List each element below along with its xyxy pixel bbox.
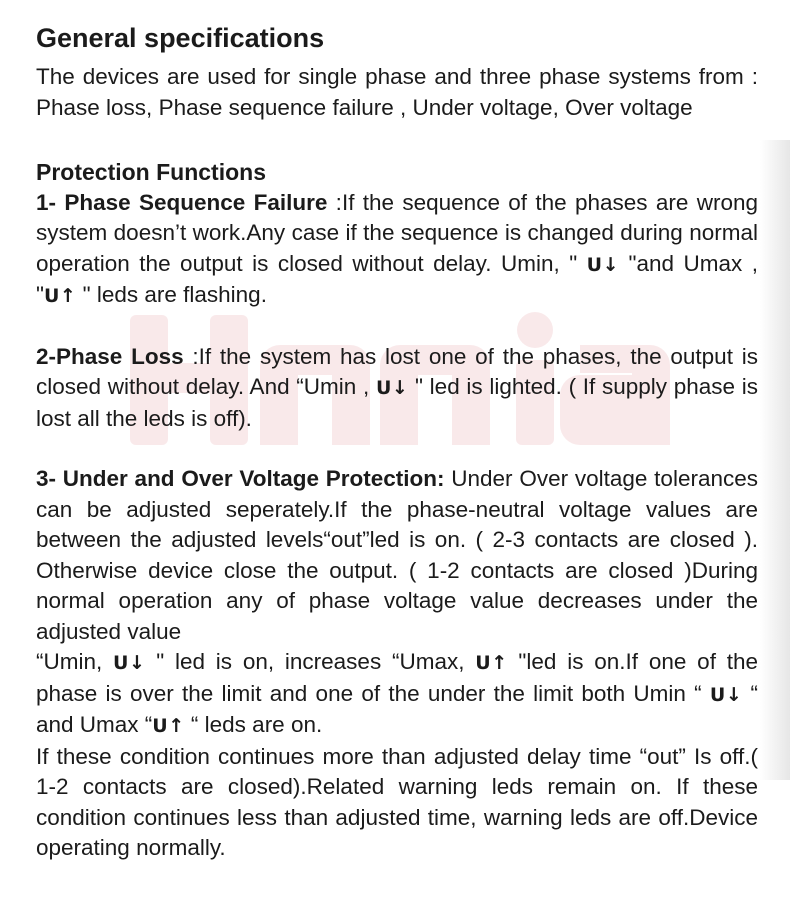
u-down-symbol: U↓: [709, 683, 743, 706]
general-specifications-heading: General specifications: [36, 23, 325, 53]
item1-text-3: " leds are flashing.: [76, 282, 267, 307]
item2-text-2: " led is lighted. ( If supply phase is lost all the leds is off).: [36, 374, 758, 431]
scan-shadow: [760, 140, 790, 780]
item3-line-a4: “ and Umax “: [36, 680, 758, 737]
item1-text-2: "and Umax , ": [36, 250, 759, 307]
u-down-symbol: U↓: [586, 253, 620, 276]
spacer: [36, 312, 758, 342]
delay-paragraph: If these condition continues more than adjusted delay time “out” Is off.( 1-2 contacts are closed).Related warning leds remain on. If these condition continues less than adjusted time, warning leds are off.Device operating normally.: [36, 743, 758, 860]
item3-line-a3: "led is on.If one of the phase is over the limit and one of the under the limit both Umin “: [36, 649, 759, 706]
item1-label: 1- Phase Sequence Failure: [36, 189, 328, 215]
u-up-symbol: U↑: [44, 285, 77, 307]
item1-text-1: :If the sequence of the phases are wrong system doesn’t work.Any case if the sequence is changed during normal operation the output is closed without delay. Umin, ": [36, 189, 758, 276]
item3-line-a1: “Umin,: [36, 649, 114, 674]
document-body: [36, 22, 758, 864]
u-down-symbol: U↓: [375, 377, 409, 399]
voltage-protection-paragraph: [36, 464, 758, 647]
item3-text-1: Under Over voltage tolerances can be adjusted seperately.If the phase-neutral voltage values are between the adjusted levels“out”led is on. ( 2-3 contacts are closed ). Otherwise device close the output. ( 1-2 contacts are closed )During normal operation any of phase voltage value decreases under the adjusted value: [36, 466, 758, 644]
u-up-symbol: U↑: [475, 652, 508, 674]
intro-paragraph: The devices are used for single phase and three phase systems from : Phase loss, Phase sequence failure , Under voltage, Over voltage: [36, 64, 758, 120]
spacer: [36, 123, 758, 157]
item2-text-1: :If the system has lost one of the phases, the output is closed without delay. And “Umin ,: [36, 343, 758, 399]
spacer: [36, 434, 758, 464]
voltage-led-paragraph: [36, 647, 758, 742]
u-up-symbol: U↑: [152, 715, 185, 737]
item3-label: 3- Under and Over Voltage Protection:: [36, 466, 445, 491]
item3-line-a5: “ leds are on.: [184, 712, 323, 737]
item3-line-a2: " led is on, increases “Umax,: [145, 649, 476, 674]
phase-sequence-paragraph: [36, 188, 758, 312]
protection-functions-heading: Protection Functions: [36, 159, 266, 185]
item2-label: 2-Phase Loss: [36, 343, 184, 369]
u-down-symbol: U↓: [113, 652, 146, 674]
phase-loss-paragraph: [36, 342, 758, 435]
